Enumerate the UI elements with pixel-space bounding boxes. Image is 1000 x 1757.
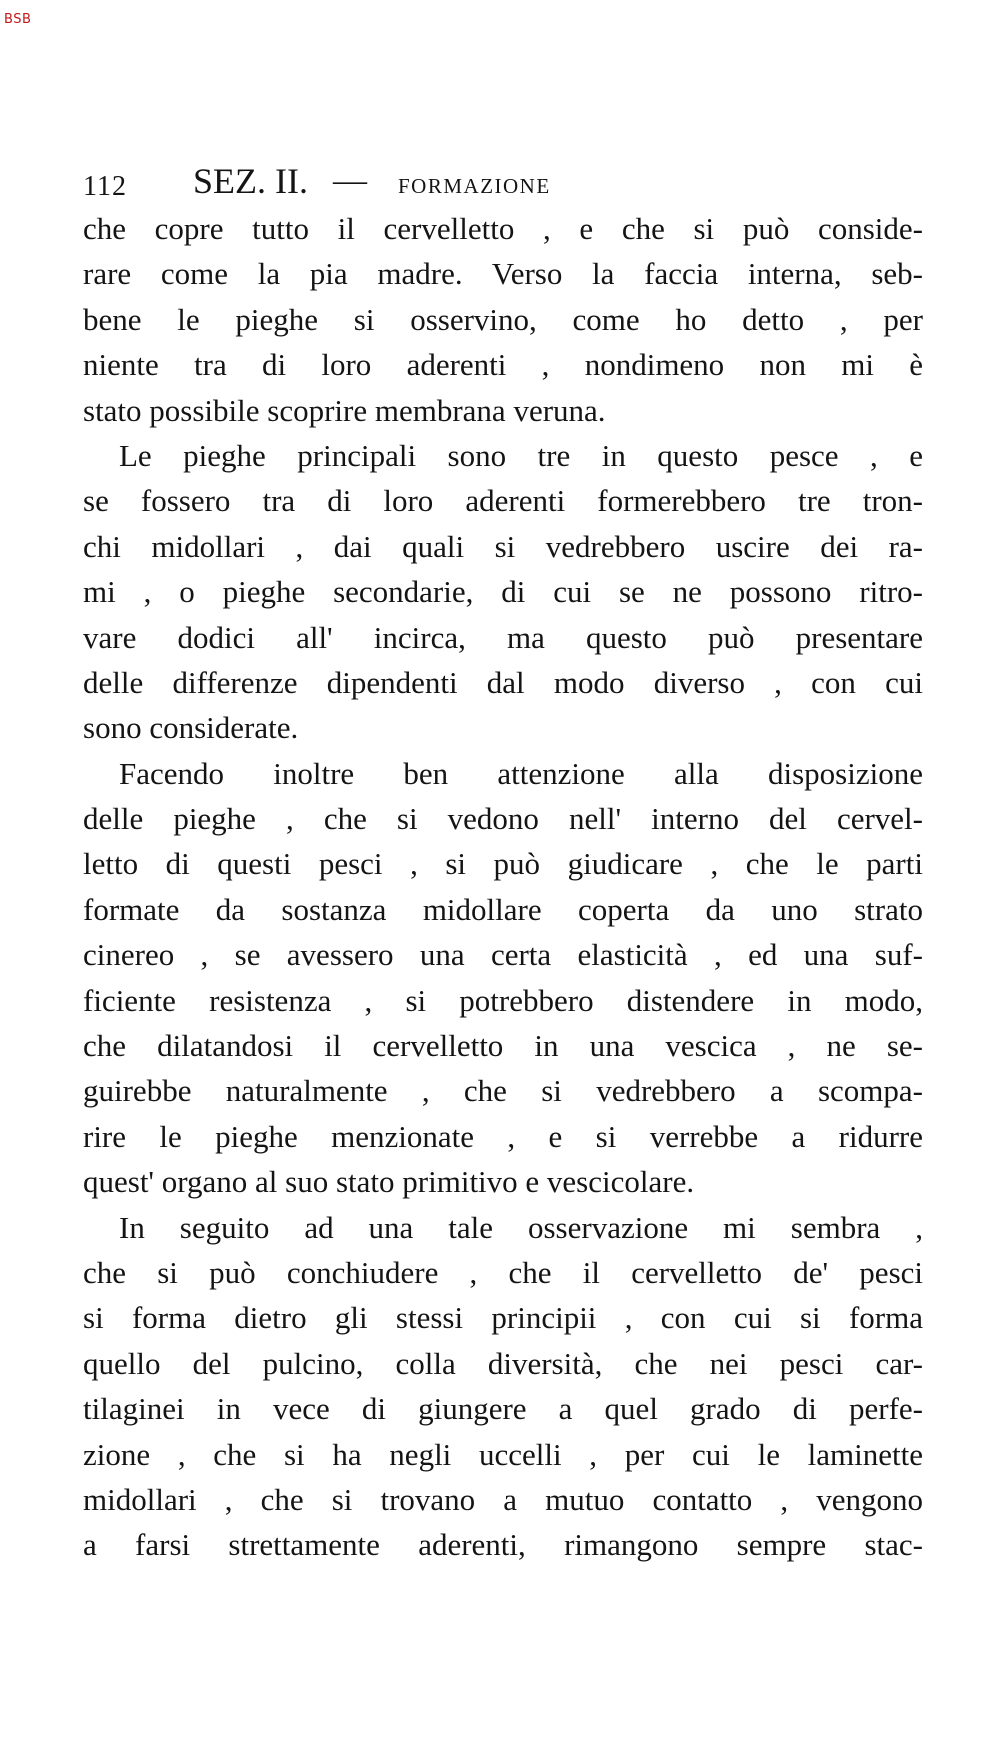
- text-line: quest' organo al suo stato primitivo e vescicolare.: [83, 1164, 695, 1200]
- text-line: delle differenze dipendenti dal modo diverso , con cui: [83, 664, 923, 700]
- section-label: SEZ. II.: [193, 161, 308, 201]
- text-line: cinereo , se avessero una certa elasticità , ed una suf-: [83, 937, 923, 973]
- text-line: niente tra di loro aderenti , nondimeno non mi è: [83, 347, 923, 383]
- body-text: [83, 206, 923, 1568]
- text-line: che copre tutto il cervelletto , e che si può conside-: [83, 211, 923, 246]
- text-line: sono considerate.: [83, 710, 299, 746]
- running-title: FORMAZIONE: [398, 174, 551, 198]
- text-line: rare come la pia madre. Verso la faccia interna, seb-: [83, 256, 923, 292]
- text-line: se fossero tra di loro aderenti formerebbero tre tron-: [83, 483, 923, 519]
- text-line: mi , o pieghe secondarie, di cui se ne possono ritro-: [83, 574, 923, 610]
- text-line: che si può conchiudere , che il cervelletto de' pesci: [83, 1254, 923, 1290]
- text-line: tilaginei in vece di giungere a quel grado di perfe-: [83, 1391, 923, 1427]
- text-line: si forma dietro gli stessi principii , con cui si forma: [83, 1300, 923, 1336]
- text-line: ficiente resistenza , si potrebbero distendere in modo,: [83, 982, 923, 1018]
- text-line: a farsi strettamente aderenti, rimangono sempre stac-: [83, 1527, 923, 1563]
- text-line: vare dodici all' incirca, ma questo può presentare: [83, 619, 923, 655]
- text-line: zione , che si ha negli uccelli , per cui le laminette: [83, 1436, 923, 1472]
- text-line: letto di questi pesci , si può giudicare , che le parti: [83, 846, 923, 882]
- page-number: 112: [83, 171, 127, 202]
- text-line: guirebbe naturalmente , che si vedrebbero a scompa-: [83, 1073, 923, 1109]
- header-dash: —: [333, 162, 367, 199]
- text-line: Facendo inoltre ben attenzione alla disposizione: [119, 755, 923, 791]
- text-line: stato possibile scoprire membrana veruna.: [83, 392, 606, 428]
- text-line: rire le pieghe menzionate , e si verrebbe a ridurre: [83, 1118, 923, 1154]
- text-line: chi midollari , dai quali si vedrebbero uscire dei ra-: [83, 528, 923, 564]
- text-line: delle pieghe , che si vedono nell' interno del cervel-: [83, 801, 923, 837]
- text-line: che dilatandosi il cervelletto in una vescica , ne se-: [83, 1028, 923, 1064]
- running-head: [83, 160, 923, 208]
- text-line: formate da sostanza midollare coperta da uno strato: [83, 891, 923, 927]
- text-line: quello del pulcino, colla diversità, che nei pesci car-: [83, 1345, 923, 1381]
- library-stamp: BSB: [4, 12, 32, 27]
- text-line: midollari , che si trovano a mutuo contatto , vengono: [83, 1481, 923, 1517]
- text-line: Le pieghe principali sono tre in questo pesce , e: [119, 437, 923, 473]
- text-line: In seguito ad una tale osservazione mi sembra ,: [119, 1209, 923, 1245]
- text-line: bene le pieghe si osservino, come ho detto , per: [83, 301, 923, 337]
